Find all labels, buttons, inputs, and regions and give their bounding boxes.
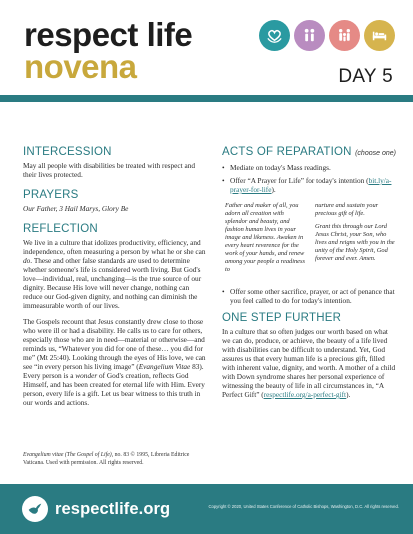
novena-title [24,16,193,85]
title-line-2: novena [24,48,137,85]
reflection-paragraph-1: We live in a culture that idolizes productivity, efficiency, and independence, often measuring a person by what he or she can do. These and other false standards are used to determine whether someone's life is considered worth living. But God's love—individual, real, unchanging—is the true source of our dignity. Because His love will never change, nothing can reduce our God-given dignity, and nothing can diminish the immeasurable worth of our lives. [23,238,206,310]
header-divider-bar [0,95,413,102]
theme-icons [259,20,395,51]
prayers-text: Our Father, 3 Hail Marys, Glory Be [23,204,129,213]
intercession-text: May all people with disabilities be treated with respect and their lives protected. [23,161,196,179]
intercession-heading: INTERCESSION [23,146,112,158]
reflection-paragraph-2: The Gospels recount that Jesus constantly drew close to those who were ill or had a disability. He calls us to care for others, especially those who are in need—material or otherwise—and reminds us, “Whatever you did for one of these… you did for me” (Mt 25:40). Looking through the eyes of His love, we can see “in every person his living image” (Evangelium Vitae 83). Every person is a wonder of God's creation, reflects God Himself, and has been created for eternal life with Him. Every person, every life is a gift. Let us bear witness to this truth in our words and actions. [23,317,206,407]
heart-hands-icon [259,20,290,51]
footnote: Evangelium vitae (The Gospel of Life), no. 83 © 1995, Libreria Editrice Vaticana. Used with permission. All rights reserved. [23,452,190,466]
copyright-text: Copyright © 2020, United States Conference of Catholic Bishops, Washington, D.C. All rights reserved. [208,504,399,509]
title-line-1: respect life [24,16,193,53]
dove-logo-icon [22,496,48,522]
acts-of-reparation-heading: ACTS OF REPARATION (choose one) [222,146,396,158]
people-icon [329,20,360,51]
reflection-heading: REFLECTION [23,223,98,235]
list-item: • Offer some other sacrifice, prayer, or act of penance that you feel called to do for today's intention. [222,287,398,305]
day-label: DAY 5 [338,66,393,87]
list-item: • Offer “A Prayer for Life” for today's intention (bit.ly/a-prayer-for-life). [222,176,398,194]
hospital-bed-icon [364,20,395,51]
list-item: • Mediate on today's Mass readings. [222,163,398,172]
prayer-for-life-link[interactable]: bit.ly/a-prayer-for-life [230,176,392,194]
prayer-column-2: nurture and sustain your precious gift of life. Grant this through our Lord Jesus Christ, your Son, who lives and reigns with you in the unity of the Holy Spirit, God forever and ever. Amen. [315,202,395,262]
prayer-text [222,202,398,279]
one-step-further-text: In a culture that so often judges our worth based on what we can do, produce, or achieve, the beauty of a life lived with disabilities can be difficult to understand. Yet, God assures us that every human life is a precious gift, filled with inherent value, dignity, and worth. A mother of a child with Down syndrome shares her personal experience of witnessing the beauty of life in all circumstances in, “A Perfect Gift” (respectlife.org/a-perfect-gift). [222,327,396,399]
family-icon [294,20,325,51]
prayer-column-1: Father and maker of all, you adorn all creation with splendor and beauty, and fashion human lives in your image and likeness. Awaken in every heart reverence for the work of your hands, and renew among your people a readiness to [225,202,305,273]
prayers-heading: PRAYERS [23,189,79,201]
perfect-gift-link[interactable]: respectlife.org/a-perfect-gift [263,390,347,399]
right-column [222,146,398,406]
reparation-list-continued [222,287,398,305]
site-link[interactable]: respectlife.org [55,499,171,518]
footer-bar [0,484,413,534]
one-step-further-heading: ONE STEP FURTHER [222,312,342,324]
left-column [23,146,206,414]
reparation-list [222,163,398,194]
